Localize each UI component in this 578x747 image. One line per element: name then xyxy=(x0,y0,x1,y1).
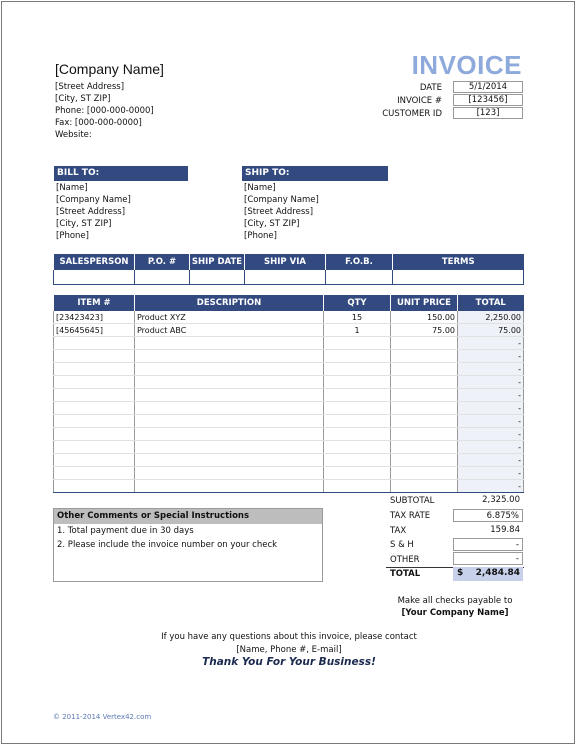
company-city: [City, ST ZIP] xyxy=(55,94,111,104)
description-cell[interactable] xyxy=(135,363,324,376)
unit-price-cell[interactable] xyxy=(391,376,458,389)
item-number-cell[interactable] xyxy=(54,480,135,493)
item-number-cell[interactable] xyxy=(54,441,135,454)
unit-price-cell[interactable] xyxy=(391,389,458,402)
item-number-cell[interactable] xyxy=(54,415,135,428)
line-total-cell: - xyxy=(458,376,524,389)
table-row[interactable] xyxy=(54,402,524,415)
description-cell[interactable]: Product ABC xyxy=(135,324,324,337)
qty-header: QTY xyxy=(324,295,391,311)
bill-to-phone: [Phone] xyxy=(56,231,89,241)
qty-cell[interactable] xyxy=(324,467,391,480)
date-label: DATE xyxy=(419,83,442,93)
line-total-cell: - xyxy=(458,350,524,363)
table-row[interactable] xyxy=(54,337,524,350)
table-row[interactable] xyxy=(54,428,524,441)
line-total-cell: - xyxy=(458,415,524,428)
table-row[interactable] xyxy=(54,363,524,376)
tax-rate-field[interactable]: 6.875% xyxy=(453,509,523,522)
grand-total: 2,484.84 xyxy=(475,568,520,578)
ship-to-phone: [Phone] xyxy=(244,231,277,241)
item-number-cell[interactable] xyxy=(54,337,135,350)
tax-value: 159.84 xyxy=(490,525,520,535)
copyright-link[interactable]: © 2011-2014 Vertex42.com xyxy=(53,713,152,721)
qty-cell[interactable] xyxy=(324,415,391,428)
invoice-number-label: INVOICE # xyxy=(397,96,442,106)
bill-to-street: [Street Address] xyxy=(56,207,126,217)
line-total-cell: - xyxy=(458,467,524,480)
total-label: TOTAL xyxy=(390,569,421,579)
description-cell[interactable] xyxy=(135,480,324,493)
line-total-cell: - xyxy=(458,480,524,493)
unit-price-cell[interactable] xyxy=(391,415,458,428)
payable-line: Make all checks payable to xyxy=(397,596,513,606)
table-row[interactable] xyxy=(54,376,524,389)
sh-field[interactable]: - xyxy=(453,538,523,551)
total-value-cell xyxy=(453,567,523,581)
table-row[interactable] xyxy=(54,441,524,454)
unit-price-cell[interactable] xyxy=(391,441,458,454)
table-row[interactable] xyxy=(54,454,524,467)
unit-price-cell[interactable] xyxy=(391,337,458,350)
item-number-cell[interactable] xyxy=(54,467,135,480)
line-total-cell: - xyxy=(458,389,524,402)
table-row[interactable] xyxy=(54,389,524,402)
unit-price-cell[interactable] xyxy=(391,454,458,467)
po-cell[interactable] xyxy=(135,270,190,285)
tax-rate-label: TAX RATE xyxy=(390,511,431,521)
payable-note xyxy=(380,595,530,619)
ship-to-city: [City, ST ZIP] xyxy=(244,219,300,229)
contact-details: [Name, Phone #, E-mail] xyxy=(236,645,342,655)
table-row[interactable] xyxy=(54,467,524,480)
invoice-title: INVOICE xyxy=(411,50,522,80)
qty-cell[interactable] xyxy=(324,337,391,350)
line-total-cell: - xyxy=(458,428,524,441)
qty-cell[interactable] xyxy=(324,402,391,415)
qty-cell[interactable]: 15 xyxy=(324,311,391,324)
ship-via-header: SHIP VIA xyxy=(245,254,326,270)
comment-line-2: 2. Please include the invoice number on your check xyxy=(57,540,278,550)
qty-cell[interactable]: 1 xyxy=(324,324,391,337)
unit-price-cell[interactable]: 150.00 xyxy=(391,311,458,324)
bill-to-city: [City, ST ZIP] xyxy=(56,219,112,229)
ship-to-company: [Company Name] xyxy=(244,195,319,205)
qty-cell[interactable] xyxy=(324,363,391,376)
thank-you-message: Thank You For Your Business! xyxy=(202,656,376,668)
company-phone: Phone: [000-000-0000] xyxy=(55,106,154,116)
qty-cell[interactable] xyxy=(324,376,391,389)
fob-cell[interactable] xyxy=(326,270,393,285)
unit-price-cell[interactable] xyxy=(391,363,458,376)
table-row[interactable] xyxy=(54,324,524,337)
bill-to-block xyxy=(56,182,131,242)
comments-box[interactable] xyxy=(53,508,323,582)
ship-to-header: SHIP TO: xyxy=(242,166,388,181)
description-cell[interactable] xyxy=(135,441,324,454)
line-items-table xyxy=(53,295,524,493)
unit-price-cell[interactable] xyxy=(391,428,458,441)
qty-cell[interactable] xyxy=(324,480,391,493)
qty-cell[interactable] xyxy=(324,441,391,454)
line-total-cell: - xyxy=(458,337,524,350)
company-street: [Street Address] xyxy=(55,82,125,92)
customer-id-label: CUSTOMER ID xyxy=(382,109,442,119)
item-number-cell[interactable] xyxy=(54,389,135,402)
description-header: DESCRIPTION xyxy=(135,295,324,311)
qty-cell[interactable] xyxy=(324,389,391,402)
bill-to-header: BILL TO: xyxy=(54,166,188,181)
unit-price-cell[interactable]: 75.00 xyxy=(391,324,458,337)
ship-to-name: [Name] xyxy=(244,183,276,193)
item-number-cell[interactable] xyxy=(54,428,135,441)
description-cell[interactable] xyxy=(135,402,324,415)
unit-price-cell[interactable] xyxy=(391,350,458,363)
description-cell[interactable] xyxy=(135,389,324,402)
bill-to-company: [Company Name] xyxy=(56,195,131,205)
ship-to-block xyxy=(244,182,319,242)
line-items-body xyxy=(54,311,524,493)
ship-to-street: [Street Address] xyxy=(244,207,314,217)
line-total-cell: - xyxy=(458,454,524,467)
line-total-cell: 2,250.00 xyxy=(458,311,524,324)
table-row[interactable] xyxy=(54,415,524,428)
item-number-cell[interactable]: [45645645] xyxy=(54,324,135,337)
line-total-header: TOTAL xyxy=(458,295,524,311)
company-fax: Fax: [000-000-0000] xyxy=(55,118,142,128)
item-number-cell[interactable] xyxy=(54,350,135,363)
unit-price-cell[interactable] xyxy=(391,480,458,493)
other-label: OTHER xyxy=(390,555,420,565)
company-name: [Company Name] xyxy=(55,61,164,77)
line-total-cell: 75.00 xyxy=(458,324,524,337)
item-number-cell[interactable] xyxy=(54,376,135,389)
subtotal-value: 2,325.00 xyxy=(482,495,520,505)
qty-cell[interactable] xyxy=(324,454,391,467)
salesperson-cell[interactable] xyxy=(54,270,135,285)
description-cell[interactable] xyxy=(135,467,324,480)
tax-label: TAX xyxy=(390,526,407,536)
salesperson-header: SALESPERSON xyxy=(54,254,135,270)
contact-question: If you have any questions about this invoice, please contact xyxy=(161,632,417,642)
unit-price-cell[interactable] xyxy=(391,467,458,480)
table-row[interactable] xyxy=(54,350,524,363)
invoice-meta-labels xyxy=(360,82,442,121)
date-field[interactable]: 5/1/2014 xyxy=(453,81,523,93)
currency-symbol: $ xyxy=(457,568,464,578)
comment-line-1: 1. Total payment due in 30 days xyxy=(57,526,194,536)
comments-header: Other Comments or Special Instructions xyxy=(54,509,322,524)
unit-price-header: UNIT PRICE xyxy=(391,295,458,311)
line-total-cell: - xyxy=(458,402,524,415)
ship-date-header: SHIP DATE xyxy=(190,254,245,270)
invoice-number-field[interactable]: [123456] xyxy=(453,94,523,106)
description-cell[interactable] xyxy=(135,415,324,428)
description-cell[interactable] xyxy=(135,350,324,363)
subtotal-label: SUBTOTAL xyxy=(390,496,435,506)
payable-company: [Your Company Name] xyxy=(401,608,509,618)
unit-price-cell[interactable] xyxy=(391,402,458,415)
terms-header: TERMS xyxy=(393,254,524,270)
item-number-cell[interactable] xyxy=(54,363,135,376)
qty-cell[interactable] xyxy=(324,350,391,363)
sh-label: S & H xyxy=(390,540,414,550)
description-cell[interactable] xyxy=(135,376,324,389)
ship-via-cell[interactable] xyxy=(245,270,326,285)
other-field[interactable]: - xyxy=(453,552,523,565)
item-number-cell[interactable]: [23423423] xyxy=(54,311,135,324)
ship-date-cell[interactable] xyxy=(190,270,245,285)
bill-to-name: [Name] xyxy=(56,183,88,193)
terms-cell[interactable] xyxy=(393,270,524,285)
line-total-cell: - xyxy=(458,363,524,376)
description-cell[interactable]: Product XYZ xyxy=(135,311,324,324)
company-website: Website: xyxy=(55,130,92,140)
order-info-table xyxy=(53,254,524,285)
qty-cell[interactable] xyxy=(324,428,391,441)
fob-header: F.O.B. xyxy=(326,254,393,270)
table-row[interactable] xyxy=(54,480,524,493)
customer-id-field[interactable]: [123] xyxy=(453,107,523,119)
po-header: P.O. # xyxy=(135,254,190,270)
line-total-cell: - xyxy=(458,441,524,454)
item-number-cell[interactable] xyxy=(54,402,135,415)
description-cell[interactable] xyxy=(135,337,324,350)
description-cell[interactable] xyxy=(135,454,324,467)
item-number-cell[interactable] xyxy=(54,454,135,467)
table-row[interactable] xyxy=(54,311,524,324)
company-address-block xyxy=(55,81,154,141)
item-number-header: ITEM # xyxy=(54,295,135,311)
description-cell[interactable] xyxy=(135,428,324,441)
